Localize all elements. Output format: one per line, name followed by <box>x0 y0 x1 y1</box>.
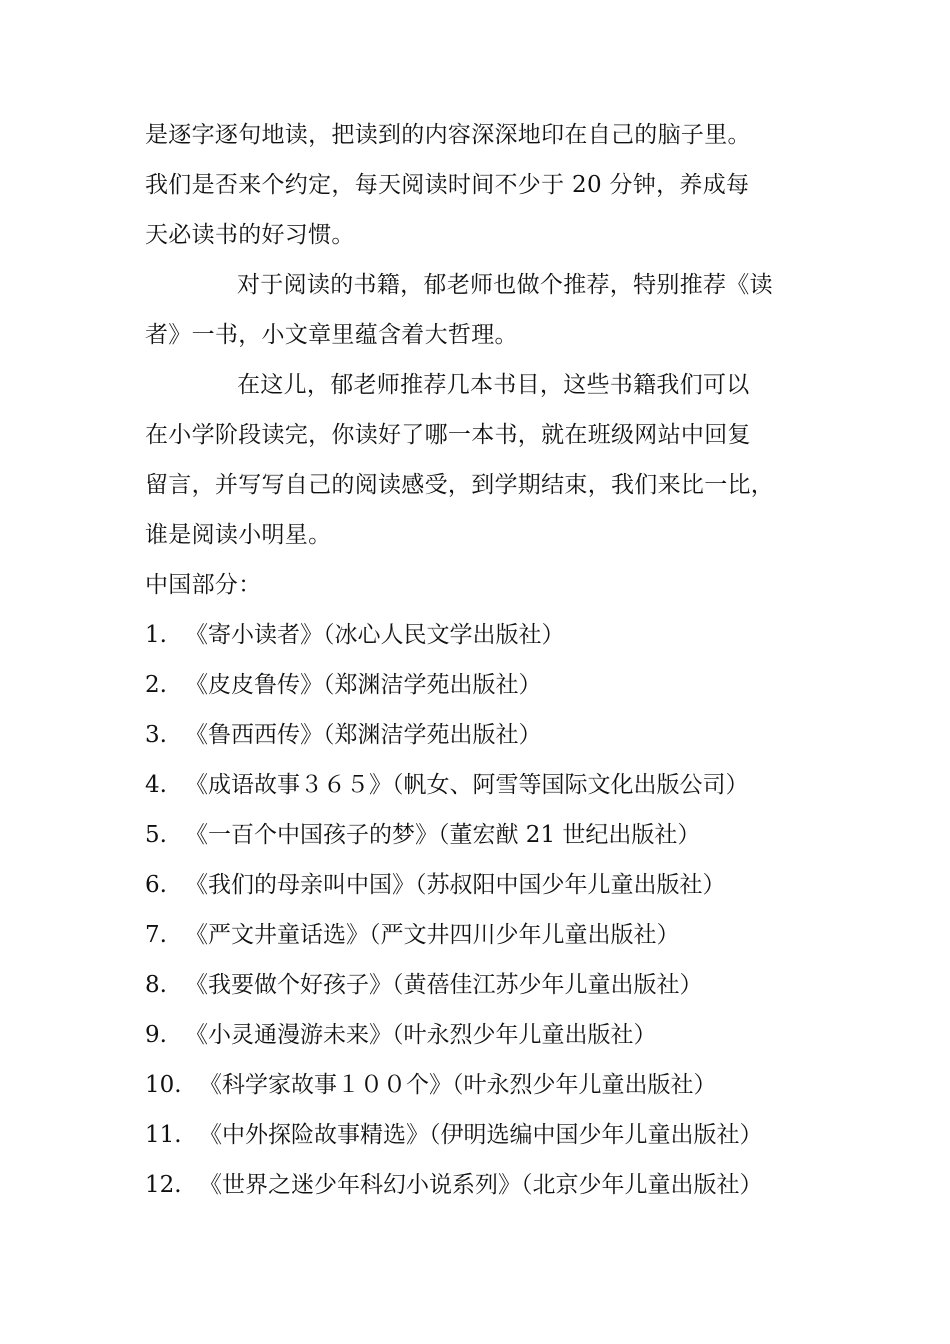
item-number: 2. <box>145 672 167 698</box>
list-item <box>145 1060 825 1110</box>
item-text: 《寄小读者》（冰心人民文学出版社） <box>185 622 565 648</box>
text-line: 我们是否来个约定，每天阅读时间不少于 20 分钟，养成每 <box>145 172 750 198</box>
item-text: 《我们的母亲叫中国》（苏叔阳中国少年儿童出版社） <box>185 872 726 898</box>
list-item <box>145 960 825 1010</box>
item-number: 9. <box>145 1022 167 1048</box>
list-item <box>145 1160 825 1210</box>
paragraph-book-list-intro <box>145 360 825 560</box>
paragraph-recommendation <box>145 260 825 360</box>
list-item <box>145 610 825 660</box>
item-text: 《皮皮鲁传》（郑渊洁学苑出版社） <box>185 672 542 698</box>
item-text: 《鲁西西传》（郑渊洁学苑出版社） <box>185 722 542 748</box>
item-number: 10. <box>145 1072 182 1098</box>
text-line: 者》一书，小文章里蕴含着大哲理。 <box>145 322 518 348</box>
list-item <box>145 710 825 760</box>
list-item <box>145 810 825 860</box>
item-number: 1. <box>145 622 167 648</box>
item-text: 《一百个中国孩子的梦》（董宏猷 21 世纪出版社） <box>185 822 701 848</box>
item-number: 6. <box>145 872 167 898</box>
list-item <box>145 910 825 960</box>
text-line: 在这儿，郁老师推荐几本书目，这些书籍我们可以 <box>237 372 750 398</box>
text-line: 是逐字逐句地读，把读到的内容深深地印在自己的脑子里。 <box>145 122 751 148</box>
document-page <box>145 110 825 1210</box>
item-number: 5. <box>145 822 167 848</box>
text-line: 对于阅读的书籍，郁老师也做个推荐，特别推荐《读 <box>237 272 773 298</box>
item-number: 7. <box>145 922 167 948</box>
list-item <box>145 760 825 810</box>
item-number: 11. <box>145 1122 182 1148</box>
text-line: 谁是阅读小明星。 <box>145 522 332 548</box>
item-text: 《严文井童话选》（严文井四川少年儿童出版社） <box>185 922 680 948</box>
item-text: 《科学家故事１００个》（叶永烈少年儿童出版社） <box>199 1072 717 1098</box>
item-text: 《成语故事３６５》（帆女、阿雪等国际文化出版公司） <box>185 772 749 798</box>
item-number: 12. <box>145 1172 182 1198</box>
item-text: 《小灵通漫游未来》（叶永烈少年儿童出版社） <box>185 1022 657 1048</box>
item-text: 《世界之迷少年科幻小说系列》（北京少年儿童出版社） <box>199 1172 763 1198</box>
item-number: 3. <box>145 722 167 748</box>
list-item <box>145 860 825 910</box>
text-line: 留言，并写写自己的阅读感受，到学期结束，我们来比一比， <box>145 472 775 498</box>
item-number: 4. <box>145 772 167 798</box>
list-item <box>145 1010 825 1060</box>
item-text: 《我要做个好孩子》（黄蓓佳江苏少年儿童出版社） <box>185 972 703 998</box>
section-title: 中国部分： <box>145 572 262 598</box>
item-number: 8. <box>145 972 167 998</box>
list-item <box>145 660 825 710</box>
list-item <box>145 1110 825 1160</box>
book-list <box>145 610 825 1210</box>
text-line: 在小学阶段读完，你读好了哪一本书，就在班级网站中回复 <box>145 422 751 448</box>
text-line: 天必读书的好习惯。 <box>145 222 355 248</box>
paragraph-reading-habit <box>145 110 825 260</box>
item-text: 《中外探险故事精选》（伊明选编中国少年儿童出版社） <box>199 1122 763 1148</box>
